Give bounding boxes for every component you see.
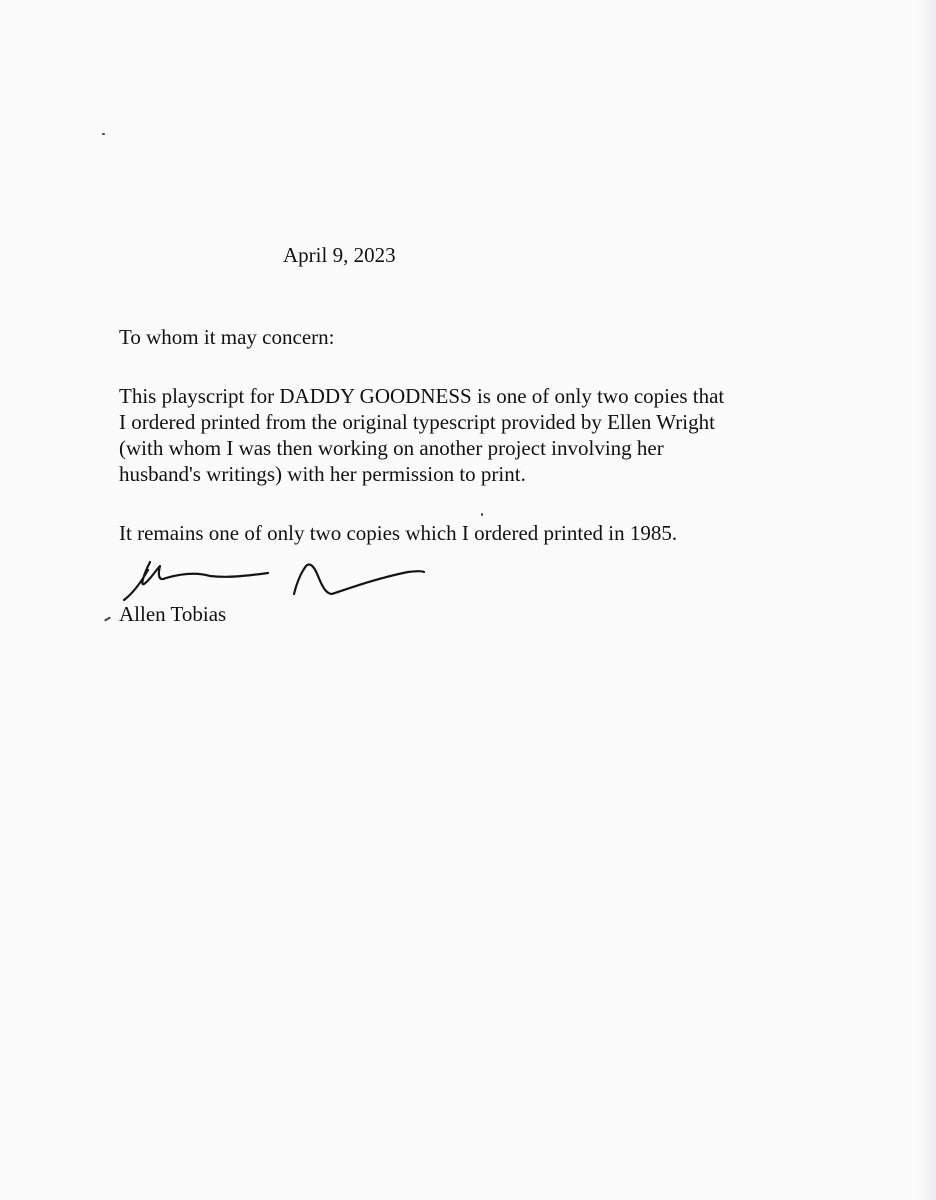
letter-date: April 9, 2023	[283, 243, 396, 267]
paragraph-line: (with whom I was then working on another project involving her	[119, 436, 664, 460]
handwritten-signature	[118, 556, 438, 606]
paper-speck	[102, 133, 105, 135]
body-paragraph-1	[119, 383, 724, 487]
salutation: To whom it may concern:	[119, 325, 335, 349]
paper-speck	[481, 513, 483, 516]
body-paragraph-2: It remains one of only two copies which I ordered printed in 1985.	[119, 521, 678, 545]
paragraph-line: husband's writings) with her permission to print.	[119, 462, 526, 486]
signer-name: Allen Tobias	[119, 602, 227, 626]
paragraph-line: This playscript for DADDY GOODNESS is one of only two copies that	[119, 384, 725, 408]
paragraph-line: I ordered printed from the original typescript provided by Ellen Wright	[119, 410, 715, 434]
pen-mark	[104, 616, 111, 621]
